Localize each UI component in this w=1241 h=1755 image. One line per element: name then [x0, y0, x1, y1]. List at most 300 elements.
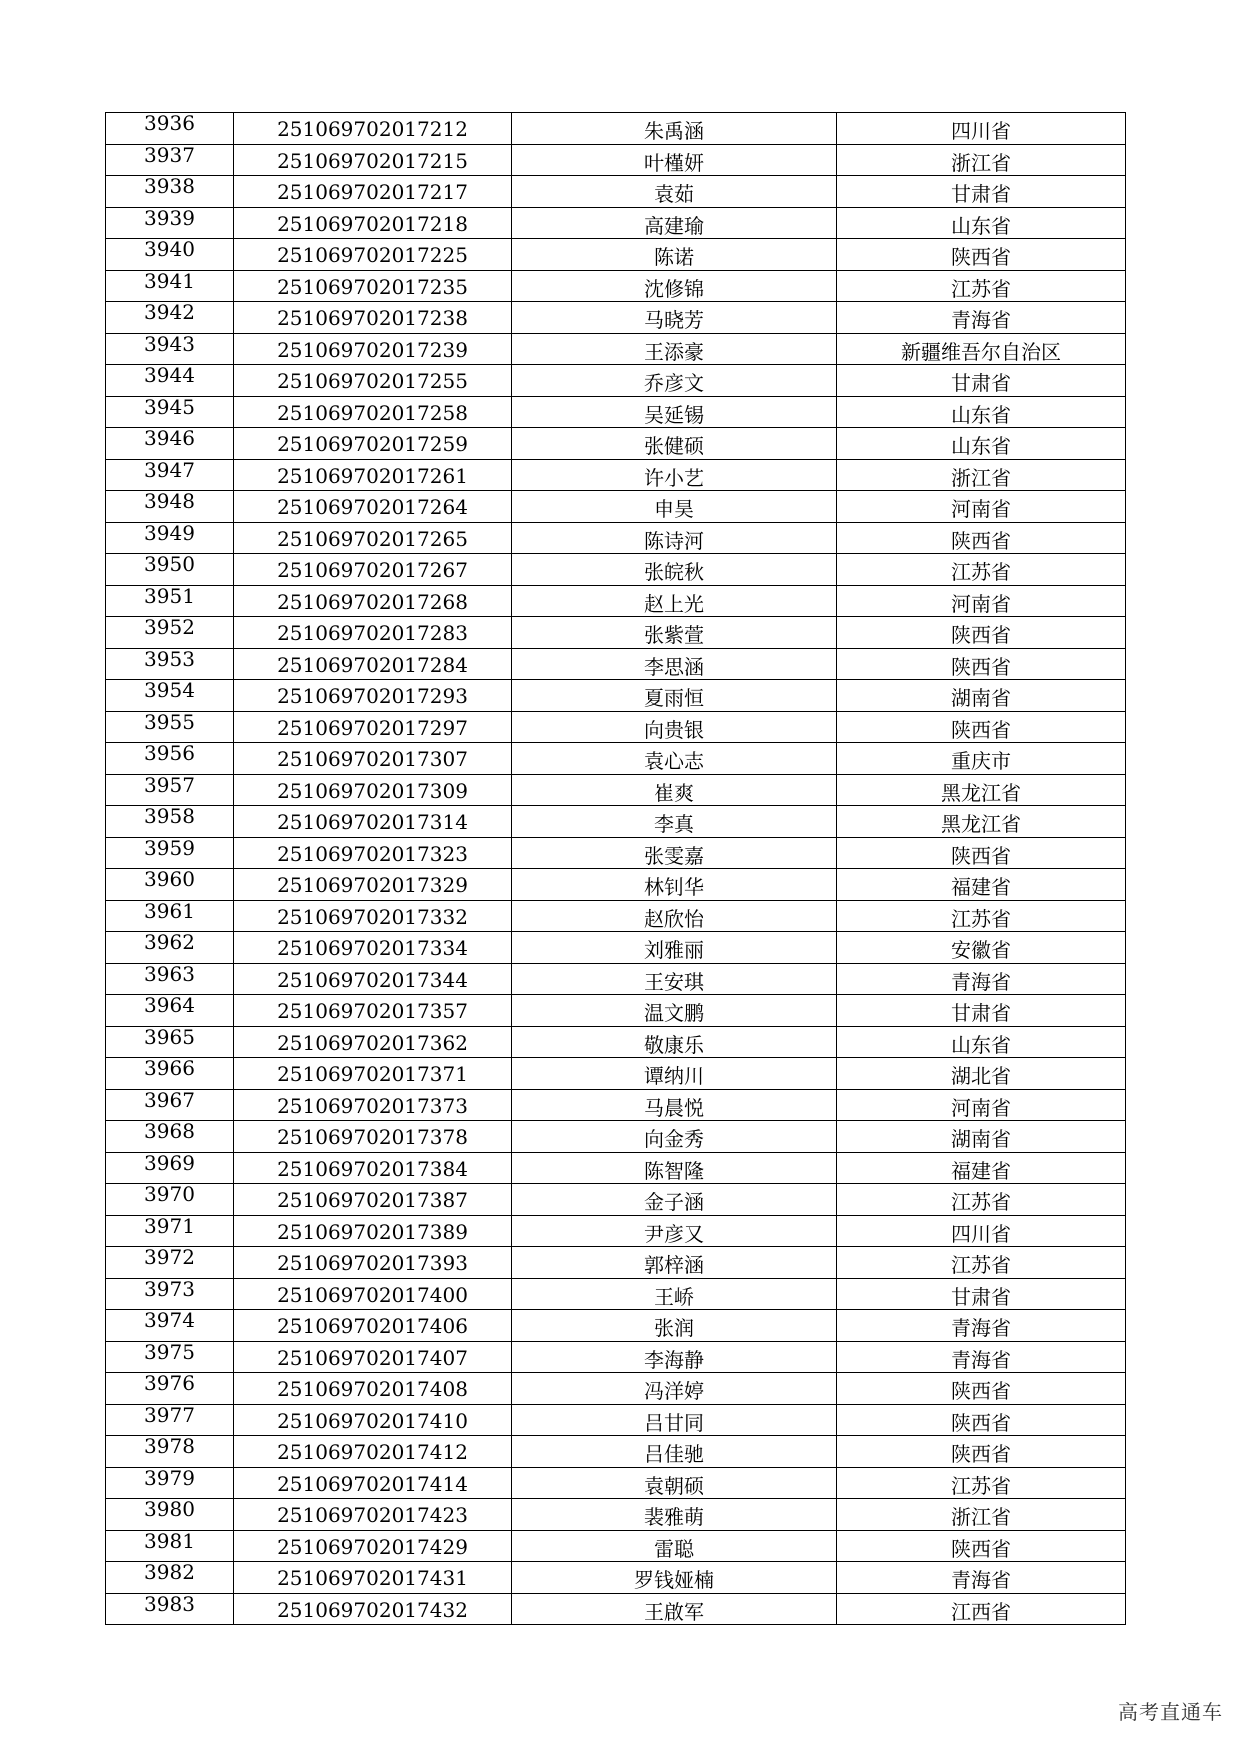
row-name: 张皖秋 [644, 560, 704, 585]
row-seq-cell [106, 207, 234, 239]
row-id-cell [234, 522, 512, 554]
row-seq-cell [106, 302, 234, 334]
row-seq-cell [106, 1184, 234, 1216]
table-row [106, 491, 1126, 523]
roster-body [106, 113, 1126, 1625]
row-province-cell [837, 522, 1126, 554]
row-province: 陕西省 [951, 1442, 1011, 1467]
row-seq: 3952 [144, 616, 195, 640]
row-id-cell [234, 1184, 512, 1216]
row-id-cell [234, 743, 512, 775]
row-seq: 3968 [144, 1120, 195, 1144]
row-seq-cell [106, 932, 234, 964]
row-id: 251069702017217 [277, 180, 468, 205]
row-province-cell [837, 144, 1126, 176]
row-province: 湖北省 [951, 1064, 1011, 1089]
row-id: 251069702017235 [277, 274, 468, 299]
table-row [106, 302, 1126, 334]
row-id: 251069702017238 [277, 306, 468, 331]
row-id-cell [234, 680, 512, 712]
row-seq-cell [106, 1436, 234, 1468]
table-row [106, 113, 1126, 145]
row-id-cell [234, 554, 512, 586]
row-id: 251069702017431 [277, 1566, 468, 1591]
row-seq-cell [106, 365, 234, 397]
row-seq: 3970 [144, 1183, 195, 1207]
row-seq-cell [106, 648, 234, 680]
row-name: 尹彦又 [644, 1221, 704, 1246]
row-seq-cell [106, 995, 234, 1027]
row-name-cell [512, 1089, 837, 1121]
row-province-cell [837, 113, 1126, 145]
row-id: 251069702017218 [277, 211, 468, 236]
row-province: 青海省 [951, 969, 1011, 994]
row-name: 王啟军 [644, 1599, 704, 1624]
table-row [106, 554, 1126, 586]
row-seq-cell [106, 1467, 234, 1499]
row-province: 浙江省 [951, 465, 1011, 490]
row-name: 申昊 [654, 497, 694, 522]
row-name-cell [512, 585, 837, 617]
row-id-cell [234, 1152, 512, 1184]
row-seq: 3982 [144, 1561, 195, 1585]
row-name-cell [512, 1499, 837, 1531]
row-name-cell [512, 365, 837, 397]
row-province-cell [837, 270, 1126, 302]
row-province: 甘肃省 [951, 1001, 1011, 1026]
row-seq-cell [106, 1152, 234, 1184]
row-seq-cell [106, 617, 234, 649]
row-id: 251069702017362 [277, 1030, 468, 1055]
row-province-cell [837, 900, 1126, 932]
row-province-cell [837, 365, 1126, 397]
row-name-cell [512, 333, 837, 365]
row-province-cell [837, 617, 1126, 649]
row-name-cell [512, 207, 837, 239]
row-id: 251069702017283 [277, 621, 468, 646]
row-id-cell [234, 396, 512, 428]
row-id: 251069702017329 [277, 873, 468, 898]
row-name: 叶槿妍 [644, 150, 704, 175]
row-id: 251069702017334 [277, 936, 468, 961]
row-id: 251069702017261 [277, 463, 468, 488]
row-seq-cell [106, 491, 234, 523]
row-name-cell [512, 1278, 837, 1310]
table-row [106, 711, 1126, 743]
row-seq: 3966 [144, 1057, 195, 1081]
row-seq-cell [106, 806, 234, 838]
row-province-cell [837, 1121, 1126, 1153]
row-seq-cell [106, 1089, 234, 1121]
row-id: 251069702017378 [277, 1125, 468, 1150]
row-seq-cell [106, 239, 234, 271]
row-province: 陕西省 [951, 1410, 1011, 1435]
row-seq: 3948 [144, 490, 195, 514]
row-id-cell [234, 1404, 512, 1436]
row-seq-cell [106, 1058, 234, 1090]
row-seq-cell [106, 1530, 234, 1562]
row-province-cell [837, 302, 1126, 334]
row-province: 江苏省 [951, 1253, 1011, 1278]
row-province: 江西省 [951, 1599, 1011, 1624]
row-seq: 3978 [144, 1435, 195, 1459]
row-id: 251069702017423 [277, 1503, 468, 1528]
row-seq: 3955 [144, 711, 195, 734]
row-province: 黑龙江省 [941, 780, 1021, 805]
row-id: 251069702017297 [277, 715, 468, 740]
row-name-cell [512, 144, 837, 176]
row-province: 江苏省 [951, 1190, 1011, 1215]
row-province-cell [837, 837, 1126, 869]
row-seq-cell [106, 1278, 234, 1310]
row-province-cell [837, 932, 1126, 964]
row-name: 张健硕 [644, 434, 704, 459]
row-name-cell [512, 1341, 837, 1373]
row-id-cell [234, 900, 512, 932]
row-id-cell [234, 144, 512, 176]
row-seq-cell [106, 711, 234, 743]
row-id: 251069702017389 [277, 1219, 468, 1244]
row-province-cell [837, 1499, 1126, 1531]
row-name-cell [512, 1593, 837, 1625]
row-name-cell [512, 491, 837, 523]
row-name-cell [512, 1404, 837, 1436]
row-seq: 3971 [144, 1215, 195, 1238]
table-row [106, 396, 1126, 428]
row-name: 夏雨恒 [644, 686, 704, 711]
row-id: 251069702017429 [277, 1534, 468, 1559]
row-name: 金子涵 [644, 1190, 704, 1215]
table-row [106, 774, 1126, 806]
row-province: 湖南省 [951, 686, 1011, 711]
row-province: 江苏省 [951, 1473, 1011, 1498]
row-province: 陕西省 [951, 623, 1011, 648]
row-name-cell [512, 1058, 837, 1090]
row-id-cell [234, 585, 512, 617]
row-province-cell [837, 743, 1126, 775]
row-province-cell [837, 1278, 1126, 1310]
row-province-cell [837, 1247, 1126, 1279]
table-row [106, 869, 1126, 901]
row-id: 251069702017371 [277, 1062, 468, 1087]
row-id: 251069702017264 [277, 495, 468, 520]
row-seq-cell [106, 1310, 234, 1342]
row-name: 张紫萱 [644, 623, 704, 648]
row-id-cell [234, 1562, 512, 1594]
row-province-cell [837, 554, 1126, 586]
row-province-cell [837, 1436, 1126, 1468]
row-name-cell [512, 1215, 837, 1247]
row-province: 陕西省 [951, 843, 1011, 868]
row-province: 河南省 [951, 591, 1011, 616]
row-seq: 3973 [144, 1278, 195, 1301]
row-id-cell [234, 365, 512, 397]
row-name-cell [512, 995, 837, 1027]
row-id-cell [234, 270, 512, 302]
row-seq: 3964 [144, 994, 195, 1018]
row-seq: 3981 [144, 1530, 195, 1553]
row-name-cell [512, 1184, 837, 1216]
row-name-cell [512, 1121, 837, 1153]
table-row [106, 932, 1126, 964]
row-seq: 3938 [144, 175, 195, 199]
row-province: 青海省 [951, 1568, 1011, 1593]
table-row [106, 617, 1126, 649]
row-province: 江苏省 [951, 276, 1011, 301]
row-id-cell [234, 491, 512, 523]
row-id: 251069702017407 [277, 1345, 468, 1370]
table-row [106, 585, 1126, 617]
row-name-cell [512, 176, 837, 208]
table-row [106, 1467, 1126, 1499]
row-seq: 3939 [144, 207, 195, 230]
table-row [106, 648, 1126, 680]
row-province-cell [837, 333, 1126, 365]
row-seq: 3972 [144, 1246, 195, 1270]
row-id-cell [234, 648, 512, 680]
row-name: 吕佳驰 [644, 1442, 704, 1467]
row-id: 251069702017284 [277, 652, 468, 677]
row-province: 青海省 [951, 308, 1011, 333]
table-row [106, 522, 1126, 554]
row-province: 福建省 [951, 1158, 1011, 1183]
row-province-cell [837, 711, 1126, 743]
row-seq-cell [106, 963, 234, 995]
row-id-cell [234, 302, 512, 334]
row-seq-cell [106, 869, 234, 901]
table-row [106, 1184, 1126, 1216]
row-province: 湖南省 [951, 1127, 1011, 1152]
row-province: 甘肃省 [951, 371, 1011, 396]
row-name: 陈诺 [654, 245, 694, 270]
row-seq-cell [106, 1215, 234, 1247]
row-name-cell [512, 113, 837, 145]
row-name: 林钊华 [644, 875, 704, 900]
row-province-cell [837, 1404, 1126, 1436]
row-seq: 3947 [144, 459, 195, 482]
row-seq: 3979 [144, 1467, 195, 1490]
row-name: 马晓芳 [644, 308, 704, 333]
row-id-cell [234, 207, 512, 239]
row-province-cell [837, 1530, 1126, 1562]
row-province-cell [837, 207, 1126, 239]
row-province: 甘肃省 [951, 1284, 1011, 1309]
row-seq-cell [106, 144, 234, 176]
row-name-cell [512, 270, 837, 302]
row-name: 冯洋婷 [644, 1379, 704, 1404]
row-id: 251069702017255 [277, 369, 468, 394]
row-province: 甘肃省 [951, 182, 1011, 207]
row-name-cell [512, 932, 837, 964]
row-name: 王添豪 [644, 339, 704, 364]
row-province-cell [837, 1467, 1126, 1499]
row-name-cell [512, 1467, 837, 1499]
row-province-cell [837, 1089, 1126, 1121]
row-seq-cell [106, 428, 234, 460]
row-province: 山东省 [951, 402, 1011, 427]
row-seq: 3983 [144, 1593, 195, 1616]
row-name-cell [512, 711, 837, 743]
row-id-cell [234, 1467, 512, 1499]
row-name: 陈诗河 [644, 528, 704, 553]
row-id-cell [234, 1341, 512, 1373]
row-name: 王安琪 [644, 969, 704, 994]
row-name: 敬康乐 [644, 1032, 704, 1057]
row-id: 251069702017412 [277, 1440, 468, 1465]
row-province: 浙江省 [951, 1505, 1011, 1530]
table-row [106, 743, 1126, 775]
row-id: 251069702017373 [277, 1093, 468, 1118]
row-name-cell [512, 774, 837, 806]
table-row [106, 1530, 1126, 1562]
row-province-cell [837, 428, 1126, 460]
table-row [106, 207, 1126, 239]
row-province-cell [837, 1373, 1126, 1405]
row-province: 陕西省 [951, 1379, 1011, 1404]
row-province: 陕西省 [951, 717, 1011, 742]
row-seq: 3936 [144, 112, 195, 136]
watermark-text: 高考直通车 [1118, 1700, 1223, 1724]
row-name-cell [512, 680, 837, 712]
row-name: 裴雅萌 [644, 1505, 704, 1530]
row-name-cell [512, 459, 837, 491]
table-row [106, 1593, 1126, 1625]
row-province-cell [837, 176, 1126, 208]
row-id: 251069702017414 [277, 1471, 468, 1496]
table-row [106, 1404, 1126, 1436]
row-seq: 3953 [144, 648, 195, 671]
row-province-cell [837, 774, 1126, 806]
row-seq: 3942 [144, 301, 195, 325]
row-seq-cell [106, 1247, 234, 1279]
row-province-cell [837, 995, 1126, 1027]
row-seq: 3961 [144, 900, 195, 923]
row-name-cell [512, 900, 837, 932]
row-id-cell [234, 176, 512, 208]
row-id: 251069702017215 [277, 148, 468, 173]
row-id: 251069702017268 [277, 589, 468, 614]
row-id: 251069702017225 [277, 243, 468, 268]
row-id-cell [234, 711, 512, 743]
row-name: 崔爽 [654, 780, 694, 805]
row-seq-cell [106, 1499, 234, 1531]
row-province: 重庆市 [951, 749, 1011, 774]
row-seq: 3950 [144, 553, 195, 577]
table-row [106, 900, 1126, 932]
row-name: 张润 [654, 1316, 694, 1341]
row-province: 福建省 [951, 875, 1011, 900]
row-name: 李海静 [644, 1347, 704, 1372]
row-id-cell [234, 459, 512, 491]
row-name: 王峤 [654, 1284, 694, 1309]
row-id: 251069702017344 [277, 967, 468, 992]
row-name: 赵欣怡 [644, 906, 704, 931]
row-seq: 3943 [144, 333, 195, 356]
row-name: 袁心志 [644, 749, 704, 774]
row-id-cell [234, 774, 512, 806]
row-seq: 3959 [144, 837, 195, 860]
row-seq-cell [106, 522, 234, 554]
row-seq: 3967 [144, 1089, 195, 1112]
row-province: 山东省 [951, 1032, 1011, 1057]
row-seq: 3958 [144, 805, 195, 829]
row-seq-cell [106, 680, 234, 712]
row-seq-cell [106, 113, 234, 145]
row-seq: 3975 [144, 1341, 195, 1364]
row-name: 袁朝硕 [644, 1473, 704, 1498]
table-row [106, 1499, 1126, 1531]
row-province-cell [837, 1215, 1126, 1247]
table-row [106, 1310, 1126, 1342]
table-row [106, 1058, 1126, 1090]
row-seq-cell [106, 1121, 234, 1153]
row-id-cell [234, 963, 512, 995]
row-id-cell [234, 806, 512, 838]
row-province: 江苏省 [951, 560, 1011, 585]
row-name-cell [512, 396, 837, 428]
row-seq-cell [106, 585, 234, 617]
table-row [106, 1562, 1126, 1594]
row-name-cell [512, 1373, 837, 1405]
row-name: 吴延锡 [644, 402, 704, 427]
table-row [106, 1026, 1126, 1058]
row-id: 251069702017309 [277, 778, 468, 803]
row-name: 罗钱娅楠 [634, 1568, 714, 1593]
row-id: 251069702017212 [277, 117, 468, 142]
table-row [106, 963, 1126, 995]
row-name-cell [512, 428, 837, 460]
row-name: 温文鹏 [644, 1001, 704, 1026]
row-name: 谭纳川 [644, 1064, 704, 1089]
table-row [106, 1152, 1126, 1184]
row-name: 雷聪 [654, 1536, 694, 1561]
row-province-cell [837, 1341, 1126, 1373]
row-seq-cell [106, 900, 234, 932]
row-id-cell [234, 1499, 512, 1531]
row-name-cell [512, 617, 837, 649]
row-name: 张雯嘉 [644, 843, 704, 868]
row-name-cell [512, 1530, 837, 1562]
row-seq: 3960 [144, 868, 195, 892]
row-name-cell [512, 1026, 837, 1058]
table-row [106, 1373, 1126, 1405]
row-seq: 3957 [144, 774, 195, 797]
row-name: 向贵银 [644, 717, 704, 742]
row-province: 安徽省 [951, 938, 1011, 963]
row-province: 河南省 [951, 497, 1011, 522]
row-name: 李真 [654, 812, 694, 837]
row-seq: 3945 [144, 396, 195, 419]
row-name-cell [512, 522, 837, 554]
row-id: 251069702017307 [277, 747, 468, 772]
row-name-cell [512, 554, 837, 586]
table-row [106, 459, 1126, 491]
row-name: 向金秀 [644, 1127, 704, 1152]
row-name-cell [512, 1152, 837, 1184]
row-seq: 3977 [144, 1404, 195, 1427]
row-seq-cell [106, 1404, 234, 1436]
row-seq-cell [106, 333, 234, 365]
row-seq-cell [106, 270, 234, 302]
row-name-cell [512, 302, 837, 334]
row-id-cell [234, 1373, 512, 1405]
row-name: 马晨悦 [644, 1095, 704, 1120]
row-seq: 3937 [144, 144, 195, 167]
row-province: 陕西省 [951, 654, 1011, 679]
row-name: 赵上光 [644, 591, 704, 616]
row-seq: 3941 [144, 270, 195, 293]
row-name-cell [512, 837, 837, 869]
